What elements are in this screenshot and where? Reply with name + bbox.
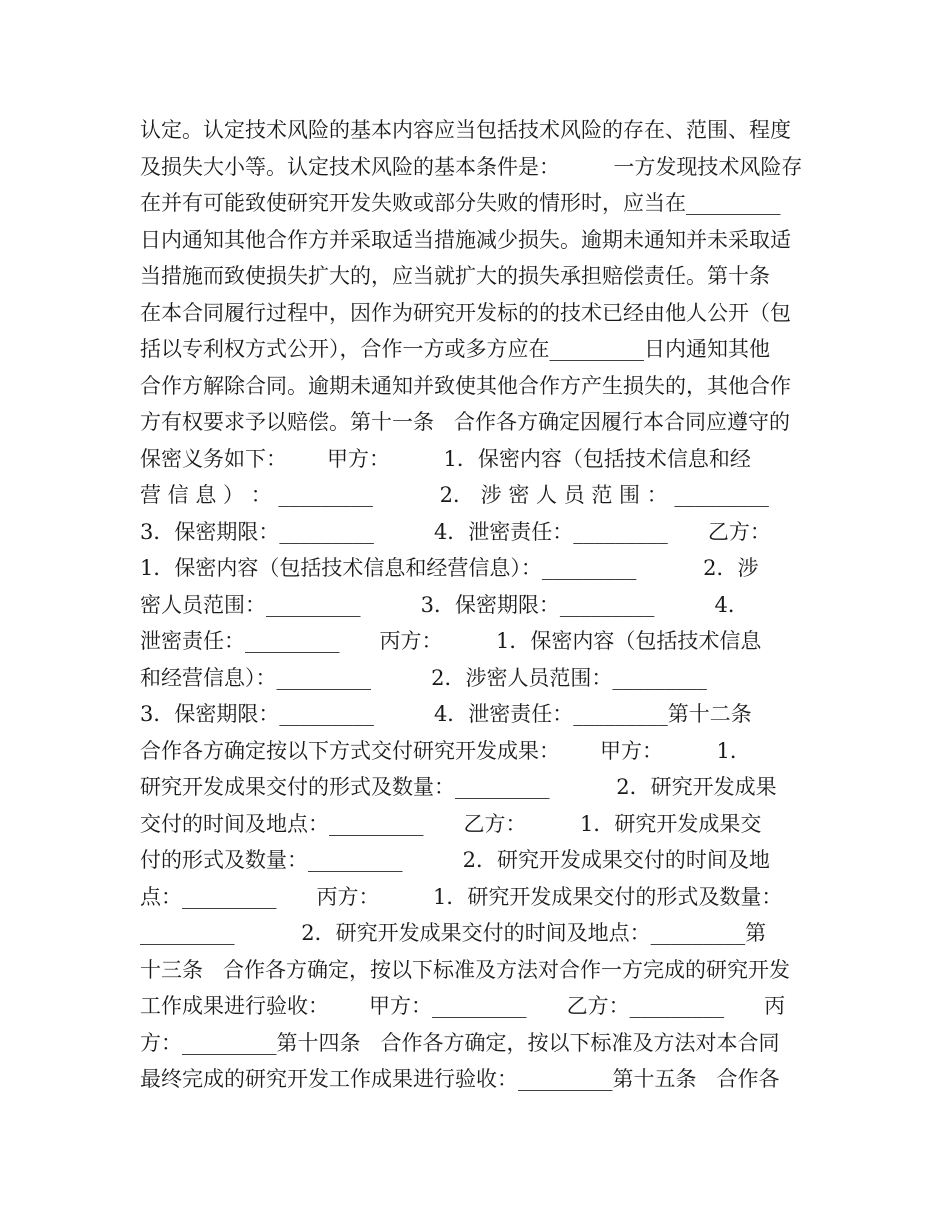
document-body-text xyxy=(140,112,820,1098)
text-line: 保密义务如下： 甲方： 1．保密内容（包括技术信息和经 xyxy=(140,446,751,471)
text-line: 密人员范围：_________ 3．保密期限：_________ 4． xyxy=(140,592,749,617)
text-line: 付的形式及数量：_________ 2．研究开发成果交付的时间及地 xyxy=(140,848,770,872)
text-line: 合作各方确定按以下方式交付研究开发成果： 甲方： 1． xyxy=(140,738,751,763)
text-line: 方有权要求予以赔偿。第十一条 合作各方确定因履行本合同应遵守的 xyxy=(140,410,791,434)
text-line: 日内通知其他合作方并采取适当措施减少损失。逾期未通知并未采取适 xyxy=(140,227,791,252)
text-line: 及损失大小等。认定技术风险的基本条件是： 一方发现技术风险存 xyxy=(140,154,803,179)
text-line: _________ 2．研究开发成果交付的时间及地点：_________第 xyxy=(140,921,767,945)
text-line: 最终完成的研究开发工作成果进行验收：_________第十五条 合作各 xyxy=(140,1067,780,1091)
text-line: 3．保密期限：_________ 4．泄密责任：_________ 乙方： xyxy=(140,519,771,544)
text-line: 研究开发成果交付的形式及数量：_________ 2．研究开发成果 xyxy=(140,775,777,799)
text-line: 十三条 合作各方确定，按以下标准及方法对合作一方完成的研究开发 xyxy=(140,957,791,982)
text-line: 方：_________第十四条 合作各方确定，按以下标准及方法对本合同 xyxy=(140,1030,780,1055)
text-line: 合作方解除合同。逾期未通知并致使其他合作方产生损失的，其他合作 xyxy=(140,373,791,398)
text-line: 和经营信息）：_________ 2．涉密人员范围：_________ xyxy=(140,665,707,690)
text-line: 括以专利权方式公开），合作一方或多方应在_________日内通知其他 xyxy=(140,337,770,361)
text-line: 在并有可能致使研究开发失败或部分失败的情形时，应当在_________ xyxy=(140,191,781,215)
text-line: 认定。认定技术风险的基本内容应当包括技术风险的存在、范围、程度 xyxy=(140,118,791,142)
text-line: 营 信 息 ） ： _________ 2． 涉 密 人 员 范 围 ： _________ xyxy=(140,483,769,507)
text-line: 在本合同履行过程中，因作为研究开发标的的技术已经由他人公开（包 xyxy=(140,300,791,325)
text-line: 泄密责任：_________ 丙方： 1．保密内容（包括技术信息 xyxy=(140,629,762,653)
text-line: 点：_________ 丙方： 1．研究开发成果交付的形式及数量： xyxy=(140,884,783,909)
text-line: 工作成果进行验收： 甲方：_________ 乙方：_________ 丙 xyxy=(140,994,786,1018)
text-line: 当措施而致使损失扩大的，应当就扩大的损失承担赔偿责任。第十条 xyxy=(140,264,770,288)
text-line: 1．保密内容（包括技术信息和经营信息）：_________ 2．涉 xyxy=(140,556,759,580)
text-line: 交付的时间及地点：_________ 乙方： 1．研究开发成果交 xyxy=(140,811,762,836)
text-line: 3．保密期限：_________ 4．泄密责任：_________第十二条 xyxy=(140,702,752,726)
